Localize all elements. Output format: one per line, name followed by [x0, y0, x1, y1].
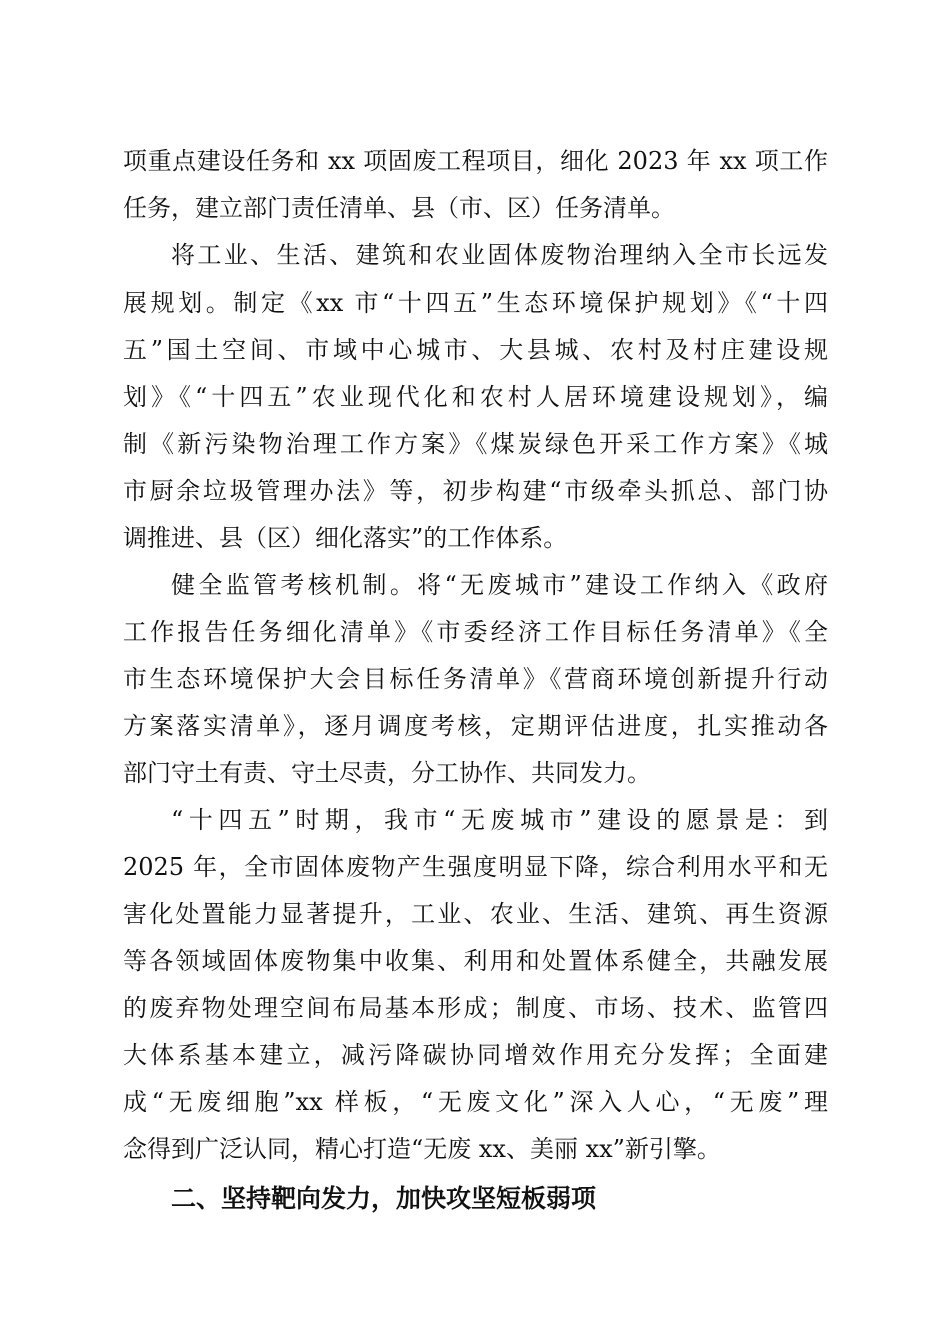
paragraph-2-line-7: 调推进、县（区）细化落实”的工作体系。 — [123, 524, 568, 552]
paragraph-2-line-4: 划》《“十四五”农业现代化和农村人居环境建设规划》，编 — [123, 383, 828, 411]
paragraph-3-line-5: 部门守土有责、守土尽责，分工协作、共同发力。 — [123, 759, 651, 787]
paragraph-4-line-6: 大体系基本建立，减污降碳协同增效作用充分发挥；全面建 — [123, 1041, 828, 1069]
paragraph-2-line-1: 将工业、生活、建筑和农业固体废物治理纳入全市长远发 — [171, 241, 828, 269]
paragraph-4-line-5: 的废弃物处理空间布局基本形成；制度、市场、技术、监管四 — [123, 994, 828, 1022]
section-heading: 二、坚持靶向发力，加快攻坚短板弱项 — [171, 1184, 597, 1213]
paragraph-4-line-4: 等各领域固体废物集中收集、利用和处置体系健全，共融发展 — [123, 947, 828, 975]
paragraph-4-line-3: 害化处置能力显著提升，工业、农业、生活、建筑、再生资源 — [123, 900, 828, 928]
paragraph-3-line-3: 市生态环境保护大会目标任务清单》《营商环境创新提升行动 — [123, 665, 828, 693]
paragraph-3-line-4: 方案落实清单》，逐月调度考核，定期评估进度，扎实推动各 — [123, 712, 828, 740]
paragraph-2-line-6: 市厨余垃圾管理办法》等，初步构建“市级牵头抓总、部门协 — [123, 477, 828, 505]
paragraph-3-line-2: 工作报告任务细化清单》《市委经济工作目标任务清单》《全 — [123, 618, 828, 646]
paragraph-3-line-1: 健全监管考核机制。将“无废城市”建设工作纳入《政府 — [171, 571, 828, 599]
paragraph-4-line-8: 念得到广泛认同，精心打造“无废 xx、美丽 xx”新引擎。 — [123, 1135, 721, 1163]
paragraph-2-line-2: 展规划。制定《xx 市“十四五”生态环境保护规划》《“十四 — [123, 289, 828, 317]
paragraph-4-line-7: 成“无废细胞”xx 样板，“无废文化”深入人心，“无废”理 — [123, 1088, 828, 1116]
paragraph-2-line-5: 制《新污染物治理工作方案》《煤炭绿色开采工作方案》《城 — [123, 430, 828, 458]
paragraph-1-line-1: 项重点建设任务和 xx 项固废工程项目，细化 2023 年 xx 项工作 — [123, 147, 828, 175]
paragraph-2-line-3: 五”国土空间、市域中心城市、大县城、农村及村庄建设规 — [123, 336, 828, 364]
paragraph-4-line-2: 2025 年，全市固体废物产生强度明显下降，综合利用水平和无 — [123, 853, 828, 881]
paragraph-1-line-2: 任务，建立部门责任清单、县（市、区）任务清单。 — [123, 194, 675, 222]
paragraph-4-line-1: “十四五”时期，我市“无废城市”建设的愿景是：到 — [171, 806, 828, 834]
